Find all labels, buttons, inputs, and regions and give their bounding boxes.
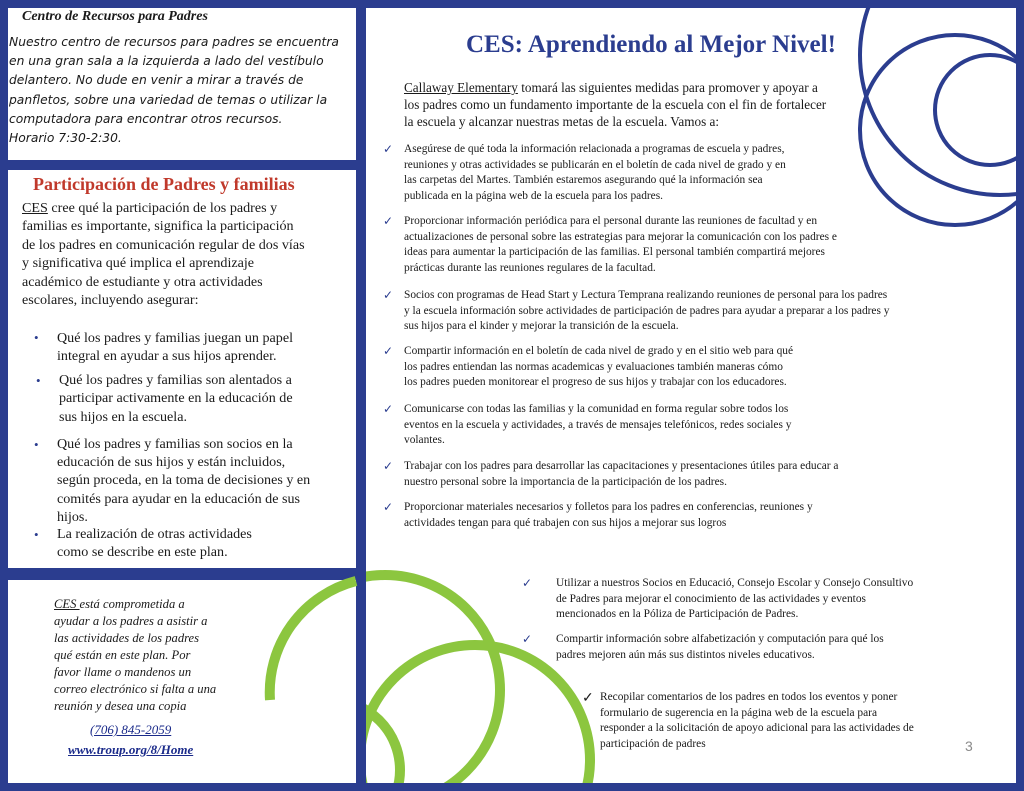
action-item-8: Utilizar a nuestros Socios en Educació, Consejo Escolar y Consejo Consultivo de Padres para mejorar el conocimiento de las actividades y eventos mencionados en la Póliza de Participación de Padres. — [556, 577, 914, 621]
check-5: ✓ — [383, 402, 394, 416]
bullet-4: La realización de otras actividades como se describe en este plan. — [57, 526, 252, 561]
action-item-6: Trabajar con los padres para desarrollar las capacitaciones y presentaciones útiles para educar a nuestro personal sobre la importancia de la participación de los padres. — [404, 460, 839, 488]
phone-link[interactable]: (706) 845-2059 — [90, 722, 172, 737]
check-3: ✓ — [383, 288, 394, 302]
action-item-5: Comunicarse con todas las familias y la comunidad en forma regular sobre todos los eventos en la escuela y actividades, a través de mensajes telefónicos, redes sociales y volantes. — [404, 403, 792, 447]
bullet-2-mark: • — [36, 373, 41, 388]
action-item-9: Compartir información sobre alfabetización y computación para qué los padres mejoren aún más sus distintos niveles educativos. — [556, 633, 884, 661]
resource-line: panfletos, sobre una variedad de temas o utilizar la — [9, 92, 328, 107]
website-link[interactable]: www.troup.org/8/Home — [68, 742, 194, 757]
check-10: ✓ — [582, 691, 594, 706]
bullet-3-mark: • — [34, 437, 39, 452]
action-item-4: Compartir información en el boletín de cada nivel de grado y en el sitio web para qué los padres entiendan las normas academicas y evaluaciones también maneras cómo los padres pueden monitorear el progreso de sus hijos y trabajar con los educadores. — [404, 345, 794, 389]
frame-top-right — [356, 0, 1024, 8]
action-item-10: Recopilar comentarios de los padres en todos los eventos y poner formulario de sugerencia en la página web de la escuela para responder a la solicitación de apoyo adicional para las actividades de participación de padres — [600, 691, 914, 750]
main-intro: Callaway Elementary tomará las siguientes medidas para promover y apoyar a los padres como un fundamento importante de la escuela con el fin de fortalecer la escuela y alcanzar nuestras metas de la escuela. Vamos a: — [404, 80, 827, 129]
resource-center-heading: Centro de Recursos para Padres — [22, 9, 208, 24]
check-9: ✓ — [522, 632, 533, 646]
frame-bottom-right — [356, 783, 1024, 791]
bullet-2: Qué los padres y familias son alentados a participar activamente en la educación de sus hijos en la escuela. — [59, 372, 293, 425]
check-6: ✓ — [383, 459, 394, 473]
ces-abbrev-contact: CES — [54, 597, 80, 611]
resource-center-text — [9, 33, 354, 148]
check-7: ✓ — [383, 500, 394, 514]
page-title: CES: Aprendiendo al Mejor Nivel! — [466, 31, 836, 58]
bullet-3: Qué los padres y familias son socios en la educación de sus hijos y están incluidos, según proceda, en la toma de decisiones y en comités para ayudar en la educación de sus hijos. — [57, 436, 311, 525]
check-4: ✓ — [383, 344, 394, 358]
page-number: 3 — [965, 738, 973, 754]
bullet-1-mark: • — [34, 330, 39, 345]
action-item-2: Proporcionar información periódica para el personal durante las reuniones de facultad y en actualizaciones de personal sobre las estrategias para mejorar la comunicación con los padres e ideas para aumentar la participación de las familias. El personal también compartirá mejores prácticas durante las reuniones regulares de la facultad. — [404, 215, 837, 274]
check-1: ✓ — [383, 142, 394, 156]
resource-line: en una gran sala a la izquierda a lado del vestíbulo — [9, 54, 324, 69]
resource-line: Nuestro centro de recursos para padres se encuentra — [9, 35, 339, 49]
participation-heading: Participación de Padres y familias — [33, 174, 295, 194]
frame-right-bar — [1016, 0, 1024, 791]
check-8: ✓ — [522, 576, 533, 590]
bullet-4-mark: • — [34, 527, 39, 542]
participation-intro: CES cree qué la participación de los padres y familias es importante, significa la participación de los padres en comunicación regular de dos vías y significativa qué implica el aprendizaje académico de estudiante y otra actividades escolares, incluyendo asegurar: — [22, 200, 305, 309]
resource-line: delantero. No dude en venir a mirar a través de — [9, 73, 304, 88]
resource-line: computadora para encontrar otros recursos. — [9, 111, 283, 126]
check-2: ✓ — [383, 214, 394, 228]
resource-hours: Horario 7:30-2:30. — [9, 131, 122, 146]
callaway-link[interactable]: Callaway Elementary — [404, 80, 518, 95]
action-item-1: Asegúrese de qué toda la información relacionada a programas de escuela y padres, reuniones y otras actividades se publicarán en el boletín de cada nivel de grado y en las carpetas del Martes. También estaremos asegurando qué la información sea publicada en la página web de la escuela para los padres. — [404, 143, 786, 202]
ces-abbrev: CES — [22, 200, 48, 216]
contact-text: CES está comprometida a ayudar a los padres a asistir a las actividades de los padres qué están en este plan. Por favor llame o mandenos un correo electrónico si falta a una reunión y desea una copia — [54, 597, 217, 713]
bullet-1: Qué los padres y familias juegan un papel integral en ayudar a sus hijos aprender. — [57, 330, 294, 365]
action-item-3: Socios con programas de Head Start y Lectura Temprana realizando reuniones de personal para los padres y la escuela información sobre actividades de participación de padres para ayudar a preparar a los padres y sus hijos para el kinder y mejorar la transición de la escuela. — [404, 289, 890, 333]
action-item-7: Proporcionar materiales necesarios y folletos para los padres en conferencias, reuniones y actividades tengan para qué trabajen con sus hijos a mejorar sus logros — [404, 501, 813, 529]
